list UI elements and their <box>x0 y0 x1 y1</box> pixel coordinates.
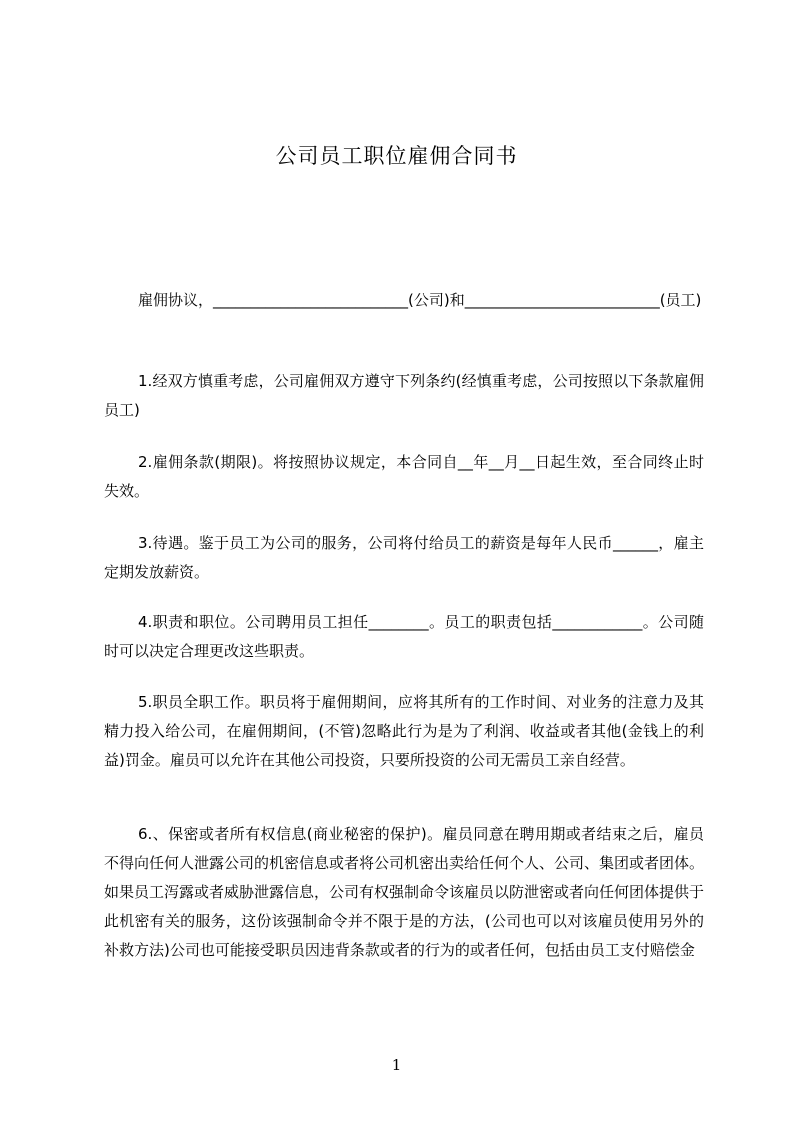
paragraph-clause-2 <box>104 448 704 506</box>
paragraph-clause-5 <box>104 688 704 775</box>
paragraph-clause-3 <box>104 529 704 587</box>
paragraph-text: 1.经双方慎重考虑，公司雇佣双方遵守下列条约(经慎重考虑，公司按照以下条款雇佣员工) <box>104 372 704 419</box>
page-number: 1 <box>391 1056 402 1074</box>
paragraph-text: 5.职员全职工作。职员将于雇佣期间，应将其所有的工作时间、对业务的注意力及其精力投入给公司，在雇佣期间，(不管)忽略此行为是为了利润、收益或者其他(金钱上的利益)罚金。雇员可以允许在其他公司投资，只要所投资的公司无需员工亲自经营。 <box>104 693 704 769</box>
paragraph-text: 2.雇佣条款(期限)。将按照协议规定，本合同自__年__月__日起生效，至合同终止时失效。 <box>104 453 704 500</box>
paragraph-text: 雇佣协议，__________________________(公司)和__________________________(员工) <box>138 291 702 309</box>
paragraph-text: 4.职责和职位。公司聘用员工担任________。员工的职责包括____________。公司随时可以决定合理更改这些职责。 <box>104 613 704 660</box>
paragraph-text: 6.、保密或者所有权信息(商业秘密的保护)。雇员同意在聘用期或者结束之后，雇员不得向任何人泄露公司的机密信息或者将公司机密出卖给任何个人、公司、集团或者团体。如果员工泻露或者威胁泄露信息，公司有权强制命令该雇员以防泄密或者向任何团体提供于此机密有关的服务，这份该强制命令并不限于是的方法，(公司也可以对该雇员使用另外的补救方法)公司也可能接受职员因违背条款或者的行为的或者任何，包括由员工支付赔偿金 <box>104 825 705 959</box>
paragraph-clause-6 <box>104 820 704 965</box>
paragraph-text: 3.待遇。鉴于员工为公司的服务，公司将付给员工的薪资是每年人民币______，雇主定期发放薪资。 <box>104 534 704 581</box>
document-title: 公司员工职位雇佣合同书 <box>275 144 518 168</box>
paragraph-preamble <box>104 286 704 315</box>
paragraph-clause-1 <box>104 367 704 425</box>
paragraph-clause-4 <box>104 608 704 666</box>
